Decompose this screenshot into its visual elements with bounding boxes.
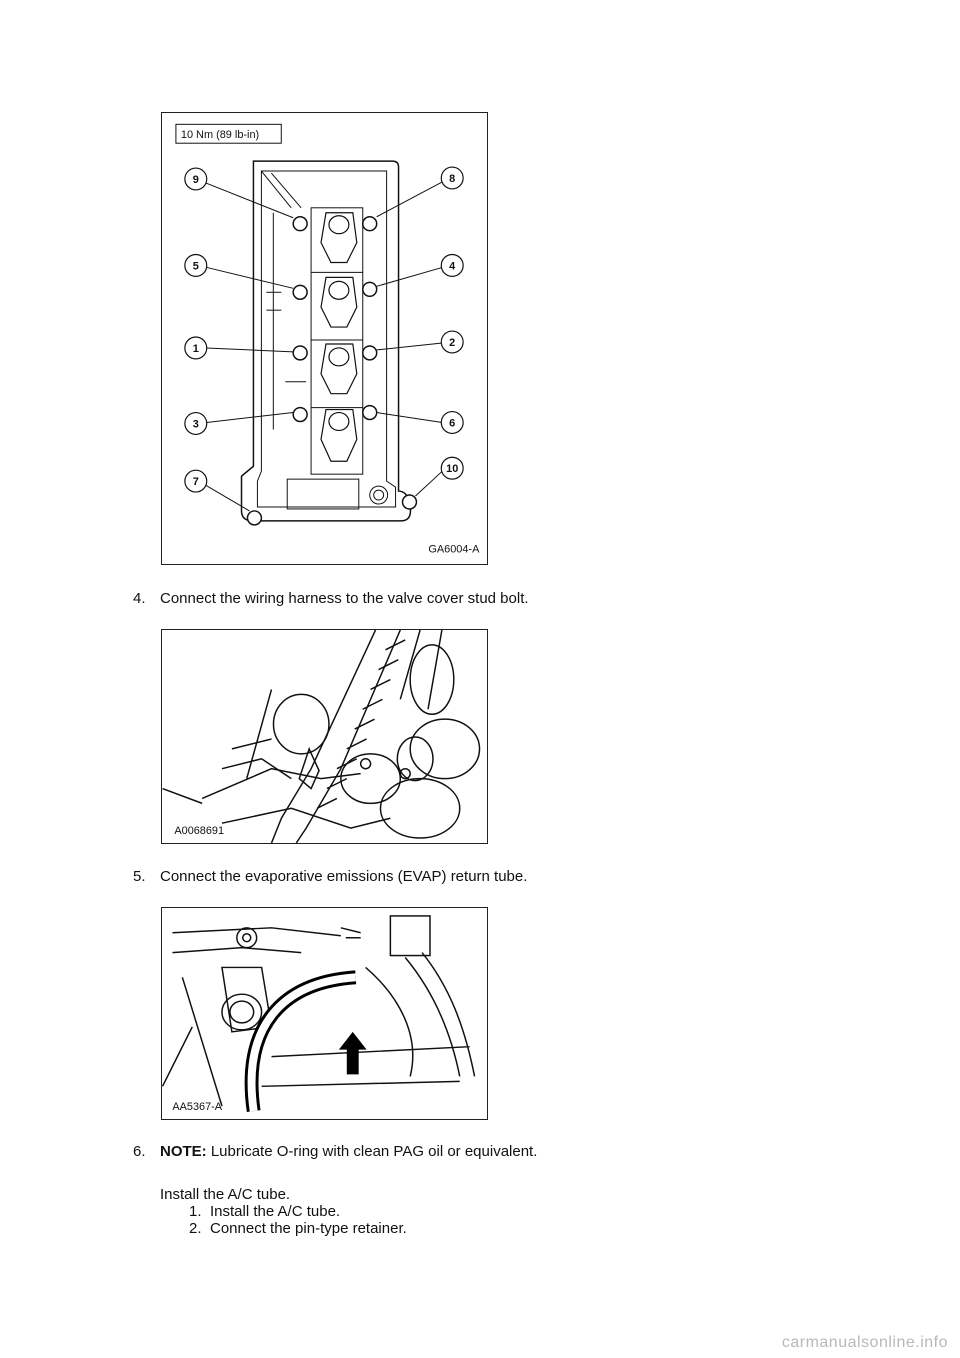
step-text: Connect the wiring harness to the valve cover stud bolt.: [160, 590, 529, 607]
callout-9: [185, 168, 207, 190]
svg-text:6: 6: [449, 417, 456, 430]
substep-number: 1.: [189, 1203, 202, 1220]
svg-text:5: 5: [192, 260, 199, 273]
callout-8: [441, 167, 463, 189]
svg-text:4: 4: [449, 260, 456, 273]
step-5: [133, 868, 527, 886]
callout-2: [441, 331, 463, 353]
figure-code: GA6004-A: [428, 543, 480, 556]
callout-3: [185, 413, 207, 435]
svg-text:2: 2: [449, 336, 456, 349]
step-number: 6.: [133, 1143, 146, 1160]
step-6: [133, 1143, 537, 1161]
step-6-intro: Install the A/C tube.: [160, 1186, 291, 1203]
coil-towers: [321, 213, 357, 461]
watermark: carmanualsonline.info: [781, 1334, 948, 1351]
svg-text:3: 3: [192, 418, 199, 431]
wiring-harness-illustration: [162, 630, 487, 843]
svg-text:7: 7: [192, 476, 199, 489]
valve-cover-diagram: [162, 113, 487, 564]
svg-text:1: 1: [192, 342, 199, 355]
figure-evap-return-tube: [161, 907, 488, 1120]
figure-code: A0068691: [174, 825, 225, 838]
torque-label: 10 Nm (89 lb-in): [180, 129, 260, 142]
callout-5: [185, 255, 207, 277]
svg-text:10: 10: [446, 463, 459, 476]
step-number: 4.: [133, 590, 146, 607]
callout-4: [441, 255, 463, 277]
callout-10: [441, 457, 463, 479]
substep-text: Connect the pin-type retainer.: [210, 1220, 407, 1237]
callout-1: [185, 337, 207, 359]
note-label: NOTE:: [160, 1143, 207, 1160]
figure-valve-cover-bolt-sequence: [161, 112, 488, 565]
callout-6: [441, 412, 463, 434]
step-text: Connect the evaporative emissions (EVAP) return tube.: [160, 868, 528, 885]
figure-wiring-harness: [161, 629, 488, 844]
evap-tube-illustration: [162, 908, 487, 1119]
svg-text:9: 9: [192, 173, 199, 186]
step-text: Lubricate O-ring with clean PAG oil or equivalent.: [210, 1143, 538, 1160]
svg-text:8: 8: [449, 172, 456, 185]
substep-text: Install the A/C tube.: [210, 1203, 341, 1220]
step-4: [133, 590, 529, 608]
substep-2: [189, 1220, 407, 1238]
substep-number: 2.: [189, 1220, 202, 1237]
step-number: 5.: [133, 868, 146, 885]
callout-7: [185, 470, 207, 492]
substep-1: [189, 1203, 340, 1221]
figure-code: AA5367-A: [172, 1101, 223, 1114]
